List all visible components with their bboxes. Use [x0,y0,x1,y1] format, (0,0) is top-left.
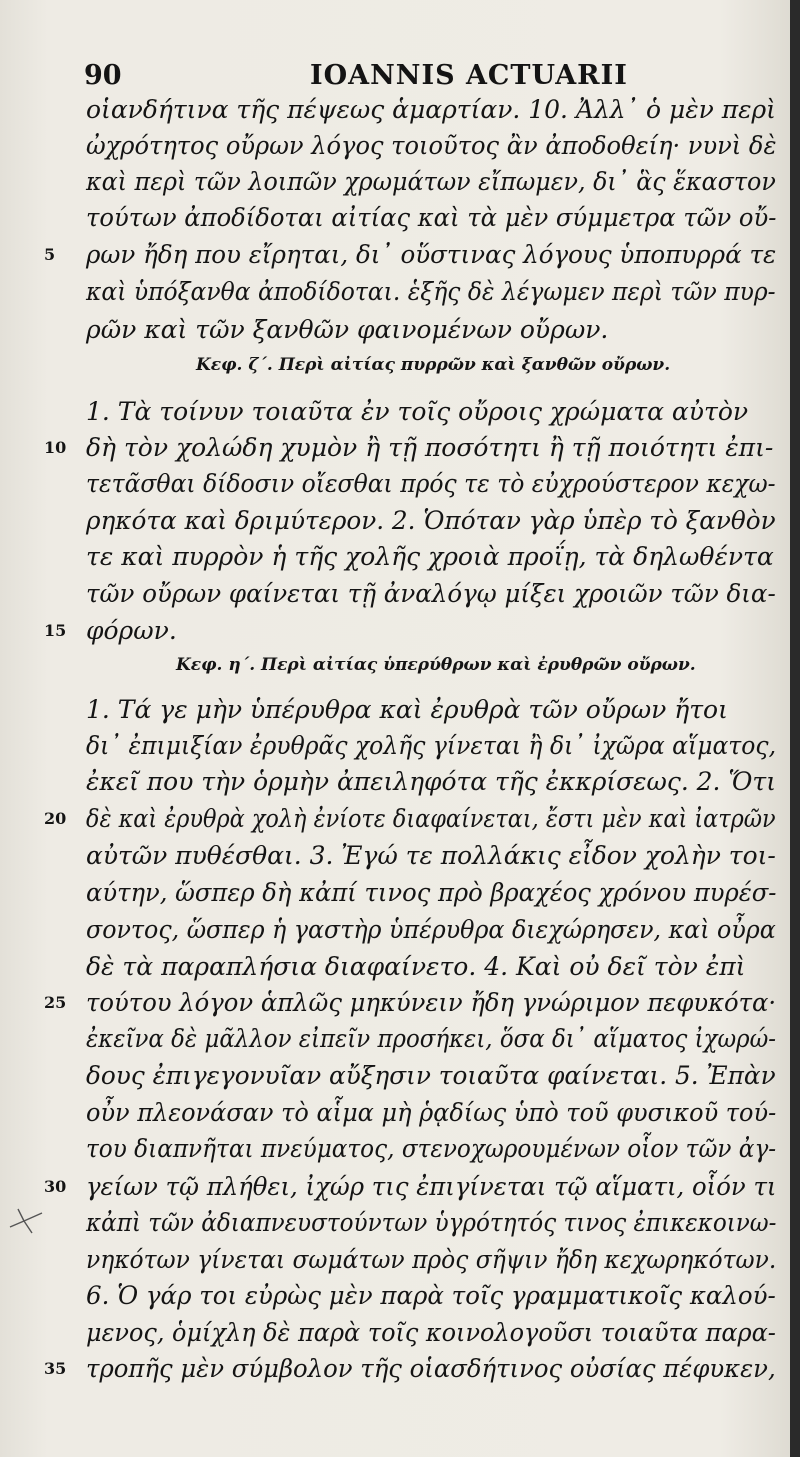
text-line: νηκότων γίνεται σωμάτων πρὸς σῆψιν ἤδη κεχωρηκότων. [86,1245,777,1274]
text-line: μενος, ὁμίχλη δὲ παρὰ τοῖς κοινολογοῦσι τοιαῦτα παρα- [86,1318,776,1347]
chapter-heading: Κεφ. ζ΄. Περὶ αἰτίας πυρρῶν καὶ ξανθῶν οὔρων. [196,355,671,375]
text-line: φόρων. [86,616,177,645]
line-number: 10 [44,438,67,457]
text-line: αὐτῶν πυθέσθαι. 3. Ἐγώ τε πολλάκις εἶδον χολὴν τοι- [86,841,776,870]
text-line: καὶ ὑπόξανθα ἀποδίδοται. ἑξῆς δὲ λέγωμεν περὶ τῶν πυρ- [86,277,776,306]
text-line: δὲ καὶ ἐρυθρὰ χολὴ ἐνίοτε διαφαίνεται, ἔστι μὲν καὶ ἰατρῶν [86,804,776,833]
text-line: οὖν πλεονάσαν τὸ αἷμα μὴ ῥᾳδίως ὑπὸ τοῦ φυσικοῦ τού- [86,1098,777,1127]
line-number: 15 [44,621,67,640]
text-line: ὠχρότητος οὔρων λόγος τοιοῦτος ἂν ἀποδοθείη· νυνὶ δὲ [86,131,777,160]
text-line: τούτου λόγον ἁπλῶς μηκύνειν ἤδη γνώριμον πεφυκότα· [86,988,777,1017]
text-line: καὶ περὶ τῶν λοιπῶν χρωμάτων εἴπωμεν, δι᾽ ἃς ἕκαστον [86,167,776,196]
text-line: γείων τῷ πλήθει, ἰχώρ τις ἐπιγίνεται τῷ αἵματι, οἷόν τι [86,1172,777,1201]
text-line: δι᾽ ἐπιμιξίαν ἐρυθρᾶς χολῆς γίνεται ἢ δι᾽ ἰχῶρα αἵματος, [86,731,777,760]
running-title: IOANNIS ACTUARII [310,60,628,91]
text-line: τούτων ἀποδίδοται αἰτίας καὶ τὰ μὲν σύμμετρα τῶν οὔ- [86,203,777,232]
text-line: 1. Τὰ τοίνυν τοιαῦτα ἐν τοῖς οὔροις χρώματα αὐτὸν [86,397,749,426]
line-number: 5 [44,245,56,264]
page-number: 90 [84,60,122,91]
text-line: αύτην, ὥσπερ δὴ κἀπί τινος πρὸ βραχέος χρόνου πυρέσ- [86,878,777,907]
text-line: ἐκεῖνα δὲ μᾶλλον εἰπεῖν προσήκει, ὅσα δι᾽ αἵματος ἰχωρώ- [86,1024,776,1053]
text-line: τῶν οὔρων φαίνεται τῇ ἀναλόγῳ μίξει χροιῶν τῶν δια- [86,579,776,608]
text-line: ρων ἤδη που εἴρηται, δι᾽ οὕστινας λόγους ὑποπυρρά τε [86,240,777,269]
text-line: ρηκότα καὶ δριμύτερον. 2. Ὁπόταν γὰρ ὑπὲρ τὸ ξανθὸν [86,506,776,535]
text-line: κἀπὶ τῶν ἀδιαπνευστούντων ὑγρότητός τινος ἐπικεκοινω- [86,1208,777,1237]
text-line: σοντος, ὥσπερ ἡ γαστὴρ ὑπέρυθρα διεχώρησεν, καὶ οὖρα [86,915,776,944]
running-head [84,60,684,96]
line-number: 25 [44,993,67,1012]
text-line: δὲ τὰ παραπλήσια διαφαίνετο. 4. Καὶ οὐ δεῖ τὸν ἐπὶ [86,952,746,981]
text-line: δους ἐπιγεγονυῖαν αὔξησιν τοιαῦτα φαίνεται. 5. Ἐπὰν [86,1061,776,1090]
margin-ink-mark [8,1205,44,1235]
text-line: τε καὶ πυρρὸν ἡ τῆς χολῆς χροιὰ προΐῃ, τὰ δηλωθέντα [86,542,774,571]
text-line: τροπῆς μὲν σύμβολον τῆς οἱασδήτινος οὐσίας πέφυκεν, [86,1354,776,1383]
text-line: ἐκεῖ που τὴν ὁρμὴν ἀπειληφότα τῆς ἐκκρίσεως. 2. Ὅτι [86,767,776,796]
text-line: δὴ τὸν χολώδη χυμὸν ἢ τῇ ποσότητι ἢ τῇ ποιότητι ἐπι- [86,433,774,462]
line-number: 30 [44,1177,67,1196]
text-line: 1. Τά γε μὴν ὑπέρυθρα καὶ ἐρυθρὰ τῶν οὔρων ἤτοι [86,695,728,724]
chapter-heading: Κεφ. η΄. Περὶ αἰτίας ὑπερύθρων καὶ ἐρυθρῶν οὔρων. [176,655,696,675]
text-line: 6. Ὁ γάρ τοι εὐρὼς μὲν παρὰ τοῖς γραμματικοῖς καλού- [86,1281,776,1310]
text-line: οἱανδήτινα τῆς πέψεως ἁμαρτίαν. 10. Ἀλλ᾽ ὁ μὲν περὶ [86,95,776,124]
text-line: ρῶν καὶ τῶν ξανθῶν φαινομένων οὔρων. [86,315,609,344]
text-line: του διαπνῆται πνεύματος, στενοχωρουμένων οἷον τῶν ἀγ- [86,1134,777,1163]
line-number: 35 [44,1359,67,1378]
page-gutter-shadow [790,0,800,1457]
line-number: 20 [44,809,67,828]
text-line: τετᾶσθαι δίδοσιν οἴεσθαι πρός τε τὸ εὐχρούστερον κεχω- [86,469,776,498]
